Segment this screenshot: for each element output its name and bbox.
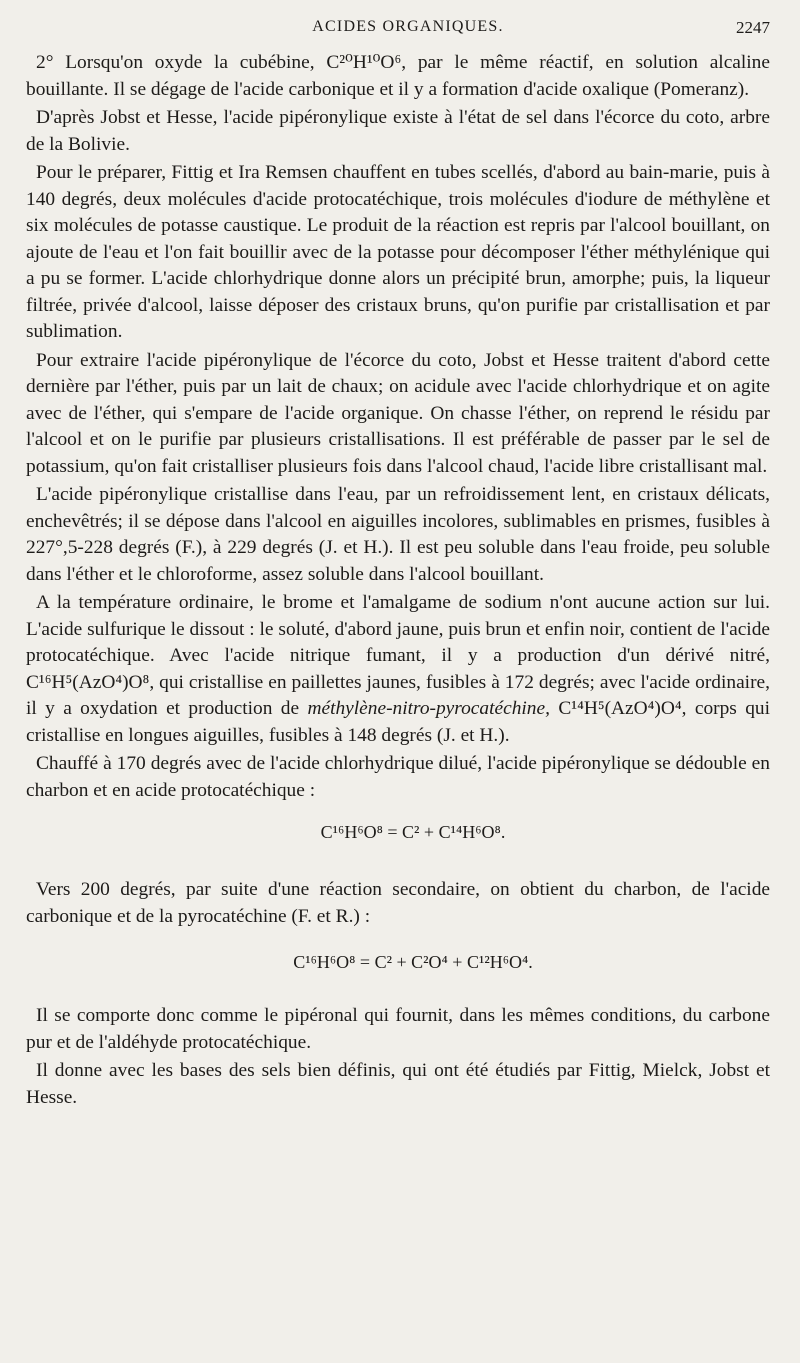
paragraph-properties: L'acide pipéronylique cristallise dans l'eau, par un refroidissement lent, en cristaux délicats, enchevêtrés; il se dépose dans l'alcool en aiguilles incolores, sublimables en prismes, fusibles à 227°,5-228 degrés (F.), à 229 degrés (J. et H.). Il est peu soluble dans l'eau froide, peu soluble dans l'éther et le chloroforme, assez soluble dans l'alcool bouillant. <box>26 484 770 585</box>
formula-decomposition: C¹⁶H⁶O⁸ = C² + C¹⁴H⁶O⁸. <box>320 822 506 842</box>
paragraph-decomposition-200: Vers 200 degrés, par suite d'une réaction secondaire, on obtient du charbon, de l'acide carbonique et de la pyrocatéchine (F. et R.) : <box>26 879 770 927</box>
reactions-italic-compound: méthylène-nitro-pyrocatéchine, <box>307 698 550 719</box>
paragraph-preparation: Pour le préparer, Fittig et Ira Remsen chauffent en tubes scellés, d'abord au bain-marie, puis à 140 degrés, deux molécules d'acide protocatéchique, trois molécules d'iodure de méthylène et six molécules de potasse caustique. Le produit de la réaction est repris par l'alcool bouillant, on ajoute de l'eau et l'on fait bouillir avec de la potasse pour décomposer l'éther méthylénique qui a pu se former. L'acide chlorhydrique donne alors un précipité brun, amorphe; puis, la liqueur filtrée, privée d'alcool, laisse déposer des cristaux bruns, qu'on purifie par cristallisation et par sublimation. <box>26 162 770 342</box>
paragraph-decomposition-hcl: Chauffé à 170 degrés avec de l'acide chlorhydrique dilué, l'acide pipéronylique se dédouble en charbon et en acide protocatéchique : <box>26 753 770 801</box>
formula-pyrocatechine: C¹⁶H⁶O⁸ = C² + C²O⁴ + C¹²H⁶O⁴. <box>293 952 533 972</box>
paragraph-reactions <box>26 590 770 749</box>
running-title: ACIDES ORGANIQUES. <box>312 18 504 35</box>
paragraph-occurrence-coto: D'après Jobst et Hesse, l'acide pipéronylique existe à l'état de sel dans l'écorce du coto, arbre de la Bolivie. <box>26 107 770 155</box>
paragraph-salts: Il donne avec les bases des sels bien définis, qui ont été étudiés par Fittig, Mielck, Jobst et Hesse. <box>26 1060 770 1108</box>
page-header <box>26 18 770 50</box>
reactions-text-a: A la température ordinaire, le brome et l'amalgame de sodium n'ont aucune action sur lui. L'acide sulfurique le dissout : le soluté, d'abord jaune, puis brun et enfin noir, contient de l'acide protocatéchique. Avec l'acide nitrique fumant, il y a production d'un dérivé nitré, C¹⁶H⁵(AzO⁴)O⁸, qui cristallise en paillettes jaunes, fusibles à 172 degrés; avec l'acide ordinaire, il y a oxydation et production de <box>26 592 770 719</box>
paragraph-piperonal-comparison: Il se comporte donc comme le pipéronal qui fournit, dans les mêmes conditions, du carbone pur et de l'aldéhyde protocatéchique. <box>26 1005 770 1053</box>
paragraph-extraction: Pour extraire l'acide pipéronylique de l'écorce du coto, Jobst et Hesse traitent d'abord cette dernière par l'éther, puis par un lait de chaux; on acidule avec l'acide chlorhydrique et on agite avec de l'éther, qui s'empare de l'acide organique. On chasse l'éther, on reprend le résidu par l'alcool et on le purifie par plusieurs cristallisations. Il est préférable de passer par le sel de potassium, qu'on fait cristalliser plusieurs fois dans l'alcool chaud, l'acide libre cristallisant mal. <box>26 349 770 477</box>
reactions-text-b: C¹⁴H⁵(AzO⁴)O⁴, corps qui cristallise en longues aiguilles, fusibles à 148 degrés (J. et H.). <box>26 698 770 746</box>
page-number: 2247 <box>736 18 770 37</box>
paragraph-cubebine-oxidation: 2° Lorsqu'on oxyde la cubébine, C²⁰H¹⁰O⁶, par le même réactif, en solution alcaline bouillante. Il se dégage de l'acide carbonique et il y a formation d'acide oxalique (Pomeranz). <box>26 52 770 100</box>
